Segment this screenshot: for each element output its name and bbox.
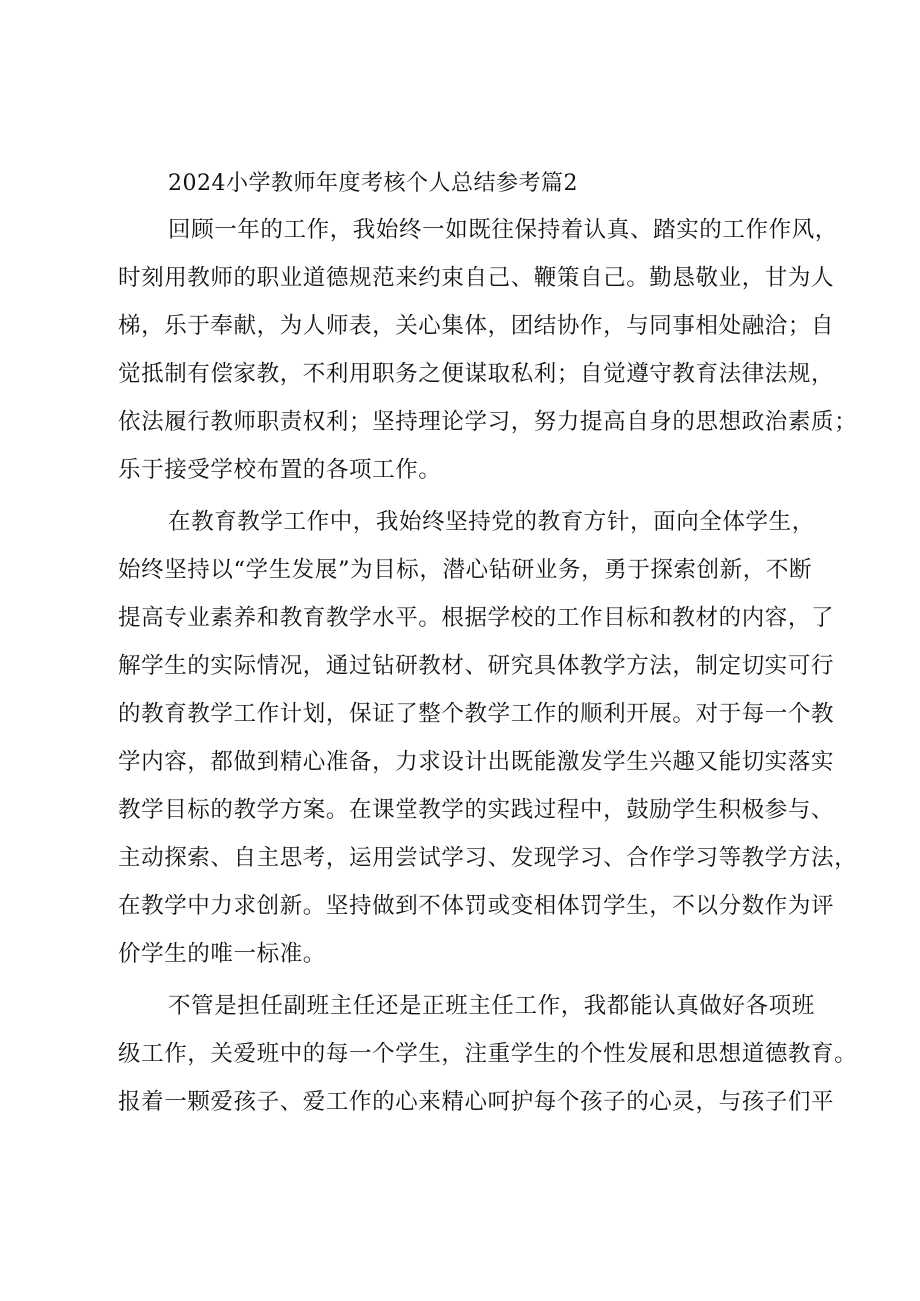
paragraph-2-line-2: 始终坚持以“学生发展”为目标，潜心钻研业务，勇于探索创新，不断 <box>118 557 813 583</box>
paragraph-2-line-5: 的教育教学工作计划，保证了整个教学工作的顺利开展。对于每一个教 <box>118 701 835 727</box>
paragraph-3-line-3: 报着一颗爱孩子、爱工作的心来精心呵护每个孩子的心灵，与孩子们平 <box>118 1089 835 1115</box>
paragraph-1-line-1: 回顾一年的工作，我始终一如既往保持着认真、踏实的工作作风， <box>168 217 838 243</box>
paragraph-2-line-1: 在教育教学工作中，我始终坚持党的教育方针，面向全体学生， <box>168 509 815 535</box>
paragraph-1-line-4: 觉抵制有偿家教，不利用职务之便谋取私利；自觉遵守教育法律法规， <box>118 361 835 387</box>
paragraph-2-line-6: 学内容，都做到精心准备，力求设计出既能激发学生兴趣又能切实落实 <box>118 749 835 775</box>
paragraph-1-line-2: 时刻用教师的职业道德规范来约束自己、鞭策自己。勤恳敬业，甘为人 <box>118 265 835 291</box>
paragraph-3-line-2: 级工作，关爱班中的每一个学生，注重学生的个性发展和思想道德教育。 <box>118 1041 858 1067</box>
paragraph-2-line-7: 教学目标的教学方案。在课堂教学的实践过程中，鼓励学生积极参与、 <box>118 797 835 823</box>
paragraph-2-line-4: 解学生的实际情况，通过钻研教材、研究具体教学方法，制定切实可行 <box>118 653 835 679</box>
document-title: 2024小学教师年度考核个人总结参考篇2 <box>168 171 578 196</box>
paragraph-2-line-8: 主动探索、自主思考，运用尝试学习、发现学习、合作学习等教学方法， <box>118 845 858 871</box>
paragraph-3-line-1: 不管是担任副班主任还是正班主任工作，我都能认真做好各项班 <box>168 993 815 1019</box>
paragraph-2-line-10: 价学生的唯一标准。 <box>118 941 326 967</box>
paragraph-2-line-9: 在教学中力求创新。坚持做到不体罚或变相体罚学生，不以分数作为评 <box>118 893 835 919</box>
paragraph-1-line-3: 梯，乐于奉献，为人师表，关心集体，团结协作，与同事相处融洽；自 <box>118 313 835 339</box>
paragraph-1-line-5: 依法履行教师职责权利；坚持理论学习，努力提高自身的思想政治素质； <box>118 409 858 435</box>
paragraph-2-line-3: 提高专业素养和教育教学水平。根据学校的工作目标和教材的内容，了 <box>118 605 835 631</box>
paragraph-1-line-6: 乐于接受学校布置的各项工作。 <box>118 457 442 483</box>
